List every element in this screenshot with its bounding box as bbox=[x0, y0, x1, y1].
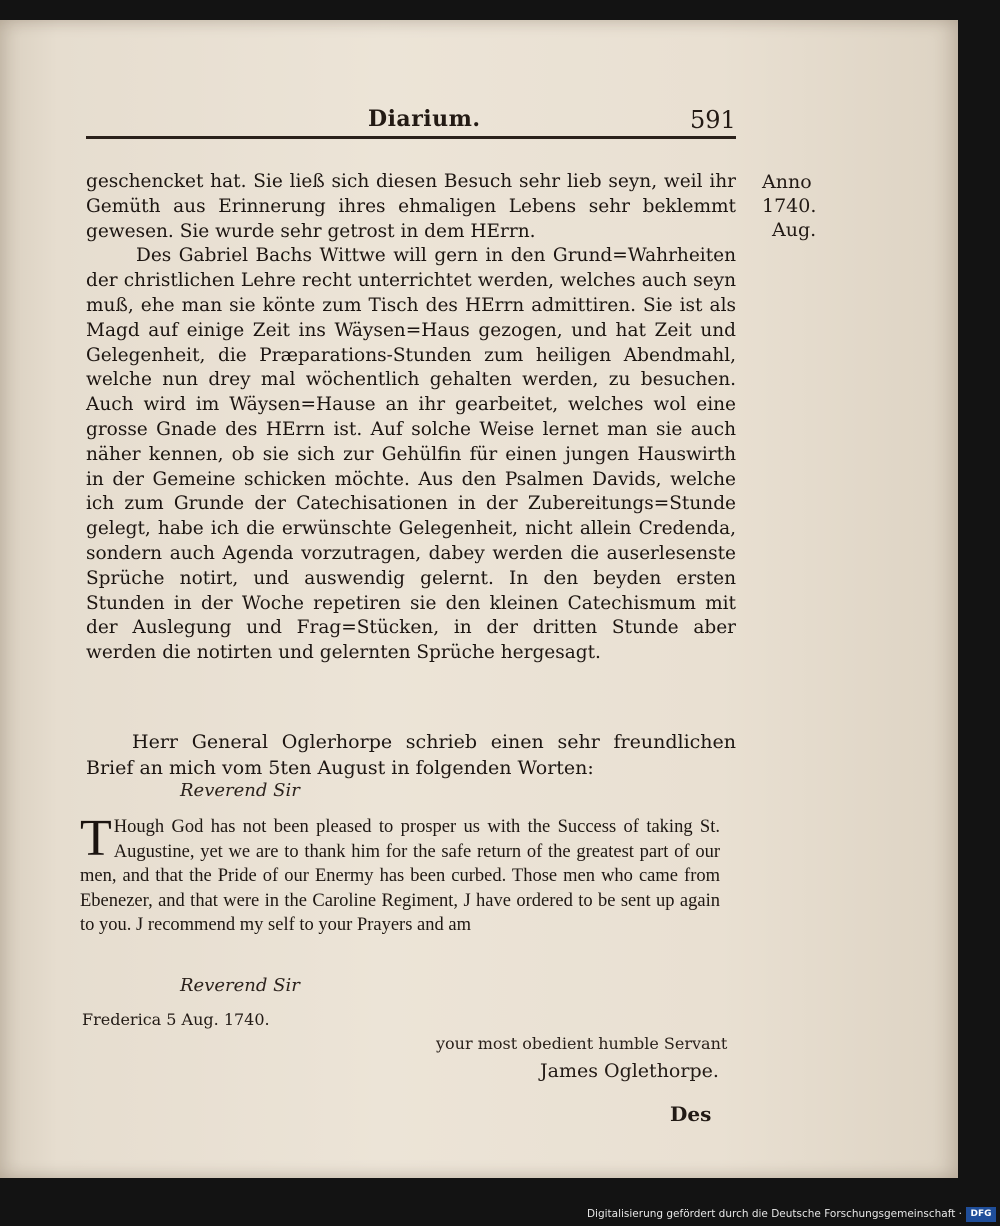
letter-intro: Herr General Oglerhorpe schrieb einen sehr freundlichen Brief an mich vom 5ten August in folgenden Worten: bbox=[86, 731, 736, 779]
letter-valediction: your most obedient humble Servant bbox=[436, 1034, 728, 1053]
letter-text: Hough God has not been pleased to prosper us with the Success of taking St. Augustine, yet we are to thank him for the safe return of the greatest part of our men, and that the Pride of our Enermy has been curbed. Those men who came from Ebenezer, and that were in the Caroline Regiment, J have ordered to be sent up again to you. J recommend my self to your Prayers and am bbox=[80, 817, 720, 935]
margin-note bbox=[762, 170, 862, 242]
header-rule bbox=[86, 136, 736, 139]
margin-note-month: Aug. bbox=[772, 219, 817, 241]
catchword: Des bbox=[670, 1102, 712, 1126]
letter-salutation: Reverend Sir bbox=[180, 780, 300, 801]
diary-body bbox=[86, 170, 736, 666]
letter-place-date: Frederica 5 Aug. 1740. bbox=[82, 1010, 270, 1029]
margin-note-year: Anno 1740. bbox=[762, 171, 817, 217]
drop-cap: T bbox=[80, 810, 112, 867]
letter-body bbox=[80, 810, 720, 938]
digitization-credit: Digitalisierung gefördert durch die Deutsche Forschungsgemeinschaft · bbox=[586, 1208, 962, 1220]
paragraph-1: geschencket hat. Sie ließ sich diesen Besuch sehr lieb seyn, weil ihr Gemüth aus Erinnerung ihres ehmaligen Lebens sehr beklemmt gewesen. Sie wurde sehr getrost in dem HErrn. bbox=[86, 171, 736, 242]
letter-closing-salutation: Reverend Sir bbox=[180, 975, 300, 996]
page-number: 591 bbox=[690, 106, 736, 134]
scanned-page bbox=[0, 20, 958, 1178]
letter-signature: James Oglethorpe. bbox=[540, 1060, 719, 1082]
dfg-logo: DFG bbox=[966, 1207, 996, 1222]
paragraph-2: Des Gabriel Bachs Wittwe will gern in den Grund=Wahrheiten der christlichen Lehre recht unterrichtet werden, welches auch seyn muß, ehe man sie könte zum Tisch des HErrn admittiren. Sie ist als Magd auf einige Zeit ins Wäysen=Haus gezogen, und hat Zeit und Gelegenheit, die Præparations-Stunden zum heiligen Abendmahl, welche nun drey mal wöchentlich gehalten werden, zu besuchen. Auch wird im Wäysen=Hause an ihr gearbeitet, welches wol eine grosse Gnade des HErrn ist. Auf solche Weise lernet man sie auch näher kennen, ob sie sich zur Gehülfin für einen jungen Hauswirth in der Gemeine schicken möchte. Aus den Psalmen Davids, welche ich zum Grunde der Catechisationen in der Zubereitungs=Stunde gelegt, habe ich die erwünschte Gelegenheit, nicht allein Credenda, sondern auch Agenda vorzutragen, dabey werden die auserlesenste Sprüche notirt, und auswendig gelernt. In den beyden ersten Stunden in der Woche repetiren sie den kleinen Catechismum mit der Auslegung und Frag=Stücken, in der dritten Stunde aber werden die notirten und gelernten Sprüche hergesagt. bbox=[86, 245, 736, 664]
running-title: Diarium. bbox=[368, 106, 481, 132]
running-head bbox=[86, 106, 736, 146]
